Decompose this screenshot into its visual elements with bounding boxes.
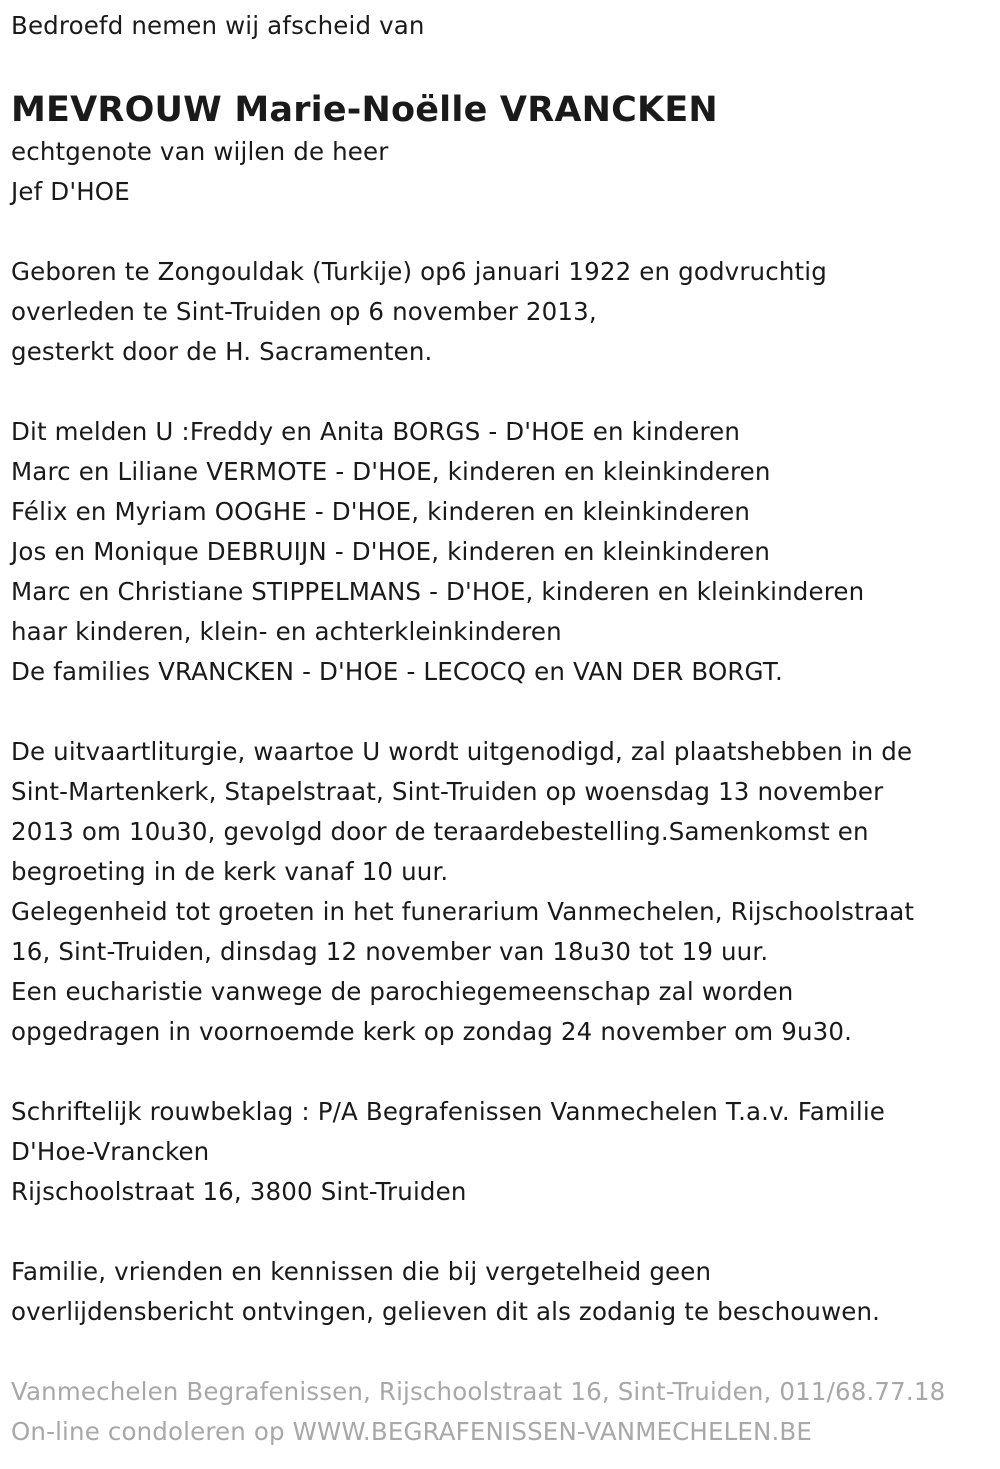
announcer-line: Dit melden U :Freddy en Anita BORGS - D'HOE en kinderen <box>11 417 741 446</box>
footer <box>11 1372 1000 1452</box>
death-line: overleden te Sint-Truiden op 6 november 2013, <box>11 297 597 326</box>
footer-website: On-line condoleren op WWW.BEGRAFENISSEN-VANMECHELEN.BE <box>11 1417 813 1446</box>
announcer-line: haar kinderen, klein- en achterkleinkinderen <box>11 617 562 646</box>
spacer <box>11 1212 1000 1252</box>
announcers-section <box>11 412 1000 692</box>
ceremony-line: Een eucharistie vanwege de parochiegemeenschap zal worden <box>11 977 794 1006</box>
relation-line: echtgenote van wijlen de heer <box>11 137 389 166</box>
birth-death-section <box>11 252 1000 372</box>
ceremony-line: 2013 om 10u30, gevolgd door de teraardebestelling.Samenkomst en <box>11 817 869 846</box>
ceremony-section <box>11 732 1000 1052</box>
announcer-line: Jos en Monique DEBRUIJN - D'HOE, kinderen en kleinkinderen <box>11 537 771 566</box>
deceased-name: MEVROUW Marie-Noëlle VRANCKEN <box>11 90 718 130</box>
condolence-line: Schriftelijk rouwbeklag : P/A Begrafenissen Vanmechelen T.a.v. Familie <box>11 1097 885 1126</box>
closing-line: Familie, vrienden en kennissen die bij vergetelheid geen <box>11 1257 712 1286</box>
footer-address: Vanmechelen Begrafenissen, Rijschoolstraat 16, Sint-Truiden, 011/68.77.18 <box>11 1377 946 1406</box>
ceremony-line: Gelegenheid tot groeten in het funerarium Vanmechelen, Rijschoolstraat <box>11 897 915 926</box>
condolence-line: Rijschoolstraat 16, 3800 Sint-Truiden <box>11 1177 467 1206</box>
birth-line: Geboren te Zongouldak (Turkije) op6 januari 1922 en godvruchtig <box>11 257 827 286</box>
spacer <box>11 1052 1000 1092</box>
closing-line: overlijdensbericht ontvingen, gelieven dit als zodanig te beschouwen. <box>11 1297 881 1326</box>
spacer <box>11 372 1000 412</box>
condolence-line: D'Hoe-Vrancken <box>11 1137 210 1166</box>
announcer-line: De families VRANCKEN - D'HOE - LECOCQ en VAN DER BORGT. <box>11 657 783 686</box>
announcer-line: Marc en Liliane VERMOTE - D'HOE, kinderen en kleinkinderen <box>11 457 771 486</box>
closing-note-section <box>11 1252 1000 1332</box>
ceremony-line: Sint-Martenkerk, Stapelstraat, Sint-Truiden op woensdag 13 november <box>11 777 884 806</box>
intro-text: Bedroefd nemen wij afscheid van <box>11 11 425 40</box>
spacer <box>11 692 1000 732</box>
spacer <box>11 1332 1000 1372</box>
ceremony-line: De uitvaartliturgie, waartoe U wordt uitgenodigd, zal plaatshebben in de <box>11 737 913 766</box>
announcer-line: Marc en Christiane STIPPELMANS - D'HOE, kinderen en kleinkinderen <box>11 577 865 606</box>
ceremony-line: 16, Sint-Truiden, dinsdag 12 november van 18u30 tot 19 uur. <box>11 937 769 966</box>
ceremony-line: begroeting in de kerk vanaf 10 uur. <box>11 857 449 886</box>
spacer <box>11 212 1000 252</box>
ceremony-line: opgedragen in voornoemde kerk op zondag 24 november om 9u30. <box>11 1017 853 1046</box>
spouse-name: Jef D'HOE <box>11 177 130 206</box>
condolence-address-section <box>11 1092 1000 1212</box>
sacraments-line: gesterkt door de H. Sacramenten. <box>11 337 433 366</box>
announcer-line: Félix en Myriam OOGHE - D'HOE, kinderen en kleinkinderen <box>11 497 751 526</box>
